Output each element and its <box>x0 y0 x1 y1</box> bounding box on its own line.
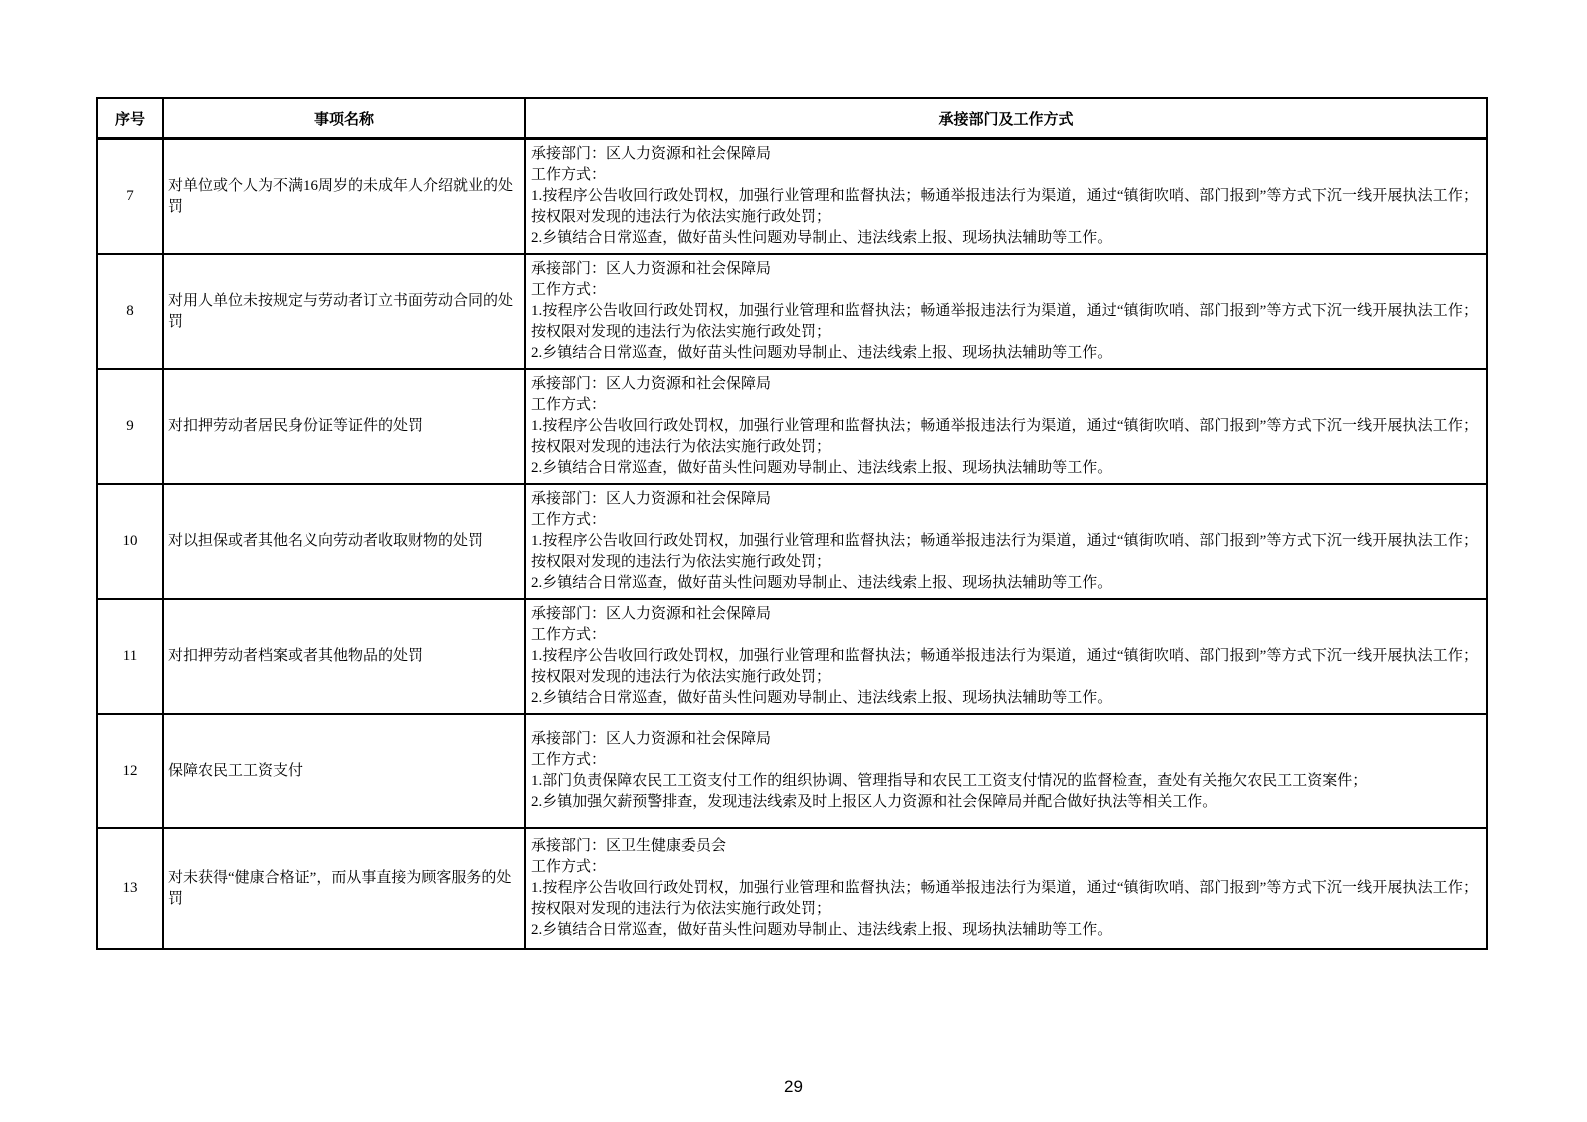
method-step-1: 1.部门负责保障农民工工资支付工作的组织协调、管理指导和农民工工资支付情况的监督检查，查处有关拖欠农民工工资案件； <box>531 773 1368 789</box>
row-item-name: 对用人单位未按规定与劳动者订立书面劳动合同的处罚 <box>163 254 525 369</box>
method-step-2: 2.乡镇结合日常巡查，做好苗头性问题劝导制止、违法线索上报、现场执法辅助等工作。 <box>531 230 1113 246</box>
method-label: 工作方式： <box>531 397 607 413</box>
method-label: 工作方式： <box>531 627 607 643</box>
row-item-name: 对扣押劳动者档案或者其他物品的处罚 <box>163 599 525 714</box>
method-step-2: 2.乡镇加强欠薪预警排查，发现违法线索及时上报区人力资源和社会保障局并配合做好执法等相关工作。 <box>531 794 1218 810</box>
row-item-name: 对未获得“健康合格证”，而从事直接为顾客服务的处罚 <box>163 828 525 949</box>
row-department-method <box>525 254 1487 369</box>
department-line: 承接部门：区人力资源和社会保障局 <box>531 261 772 277</box>
row-department-method <box>525 828 1487 949</box>
method-label: 工作方式： <box>531 859 607 875</box>
row-item-name: 对以担保或者其他名义向劳动者收取财物的处罚 <box>163 484 525 599</box>
method-step-1: 1.按程序公告收回行政处罚权，加强行业管理和监督执法；畅通举报违法行为渠道，通过“镇街吹哨、部门报到”等方式下沉一线开展执法工作；按权限对发现的违法行为依法实施行政处罚； <box>531 303 1478 340</box>
method-label: 工作方式： <box>531 167 607 183</box>
row-serial-number: 10 <box>97 484 163 599</box>
header-row <box>97 98 1487 139</box>
department-line: 承接部门：区人力资源和社会保障局 <box>531 146 772 162</box>
method-step-1: 1.按程序公告收回行政处罚权，加强行业管理和监督执法；畅通举报违法行为渠道，通过“镇街吹哨、部门报到”等方式下沉一线开展执法工作；按权限对发现的违法行为依法实施行政处罚； <box>531 648 1478 685</box>
page-number: 29 <box>784 1077 803 1096</box>
header-item-name: 事项名称 <box>163 98 525 139</box>
department-line: 承接部门：区人力资源和社会保障局 <box>531 376 772 392</box>
table-row <box>97 139 1487 255</box>
method-step-2: 2.乡镇结合日常巡查，做好苗头性问题劝导制止、违法线索上报、现场执法辅助等工作。 <box>531 690 1113 706</box>
method-step-2: 2.乡镇结合日常巡查，做好苗头性问题劝导制止、违法线索上报、现场执法辅助等工作。 <box>531 575 1113 591</box>
items-table <box>96 97 1488 950</box>
row-department-method <box>525 139 1487 255</box>
department-line: 承接部门：区人力资源和社会保障局 <box>531 731 772 747</box>
header-serial-number: 序号 <box>97 98 163 139</box>
method-step-1: 1.按程序公告收回行政处罚权，加强行业管理和监督执法；畅通举报违法行为渠道，通过“镇街吹哨、部门报到”等方式下沉一线开展执法工作；按权限对发现的违法行为依法实施行政处罚； <box>531 418 1478 455</box>
table-row <box>97 369 1487 484</box>
table-row <box>97 599 1487 714</box>
method-step-1: 1.按程序公告收回行政处罚权，加强行业管理和监督执法；畅通举报违法行为渠道，通过“镇街吹哨、部门报到”等方式下沉一线开展执法工作；按权限对发现的违法行为依法实施行政处罚； <box>531 533 1478 570</box>
header-department-method: 承接部门及工作方式 <box>525 98 1487 139</box>
department-line: 承接部门：区人力资源和社会保障局 <box>531 606 772 622</box>
row-department-method <box>525 369 1487 484</box>
row-serial-number: 11 <box>97 599 163 714</box>
table-row <box>97 484 1487 599</box>
table-row <box>97 254 1487 369</box>
method-step-1: 1.按程序公告收回行政处罚权，加强行业管理和监督执法；畅通举报违法行为渠道，通过“镇街吹哨、部门报到”等方式下沉一线开展执法工作；按权限对发现的违法行为依法实施行政处罚； <box>531 880 1478 917</box>
method-label: 工作方式： <box>531 512 607 528</box>
row-department-method <box>525 484 1487 599</box>
row-serial-number: 8 <box>97 254 163 369</box>
department-line: 承接部门：区卫生健康委员会 <box>531 838 727 854</box>
row-serial-number: 9 <box>97 369 163 484</box>
method-label: 工作方式： <box>531 282 607 298</box>
method-step-2: 2.乡镇结合日常巡查，做好苗头性问题劝导制止、违法线索上报、现场执法辅助等工作。 <box>531 460 1113 476</box>
method-step-2: 2.乡镇结合日常巡查，做好苗头性问题劝导制止、违法线索上报、现场执法辅助等工作。 <box>531 922 1113 938</box>
row-serial-number: 12 <box>97 714 163 828</box>
table-row <box>97 828 1487 949</box>
row-serial-number: 13 <box>97 828 163 949</box>
row-item-name: 对扣押劳动者居民身份证等证件的处罚 <box>163 369 525 484</box>
method-label: 工作方式： <box>531 752 607 768</box>
method-step-1: 1.按程序公告收回行政处罚权，加强行业管理和监督执法；畅通举报违法行为渠道，通过“镇街吹哨、部门报到”等方式下沉一线开展执法工作；按权限对发现的违法行为依法实施行政处罚； <box>531 188 1478 225</box>
table-row <box>97 714 1487 828</box>
department-line: 承接部门：区人力资源和社会保障局 <box>531 491 772 507</box>
row-item-name: 保障农民工工资支付 <box>163 714 525 828</box>
row-serial-number: 7 <box>97 139 163 255</box>
row-department-method <box>525 714 1487 828</box>
row-department-method <box>525 599 1487 714</box>
row-item-name: 对单位或个人为不满16周岁的未成年人介绍就业的处罚 <box>163 139 525 255</box>
method-step-2: 2.乡镇结合日常巡查，做好苗头性问题劝导制止、违法线索上报、现场执法辅助等工作。 <box>531 345 1113 361</box>
